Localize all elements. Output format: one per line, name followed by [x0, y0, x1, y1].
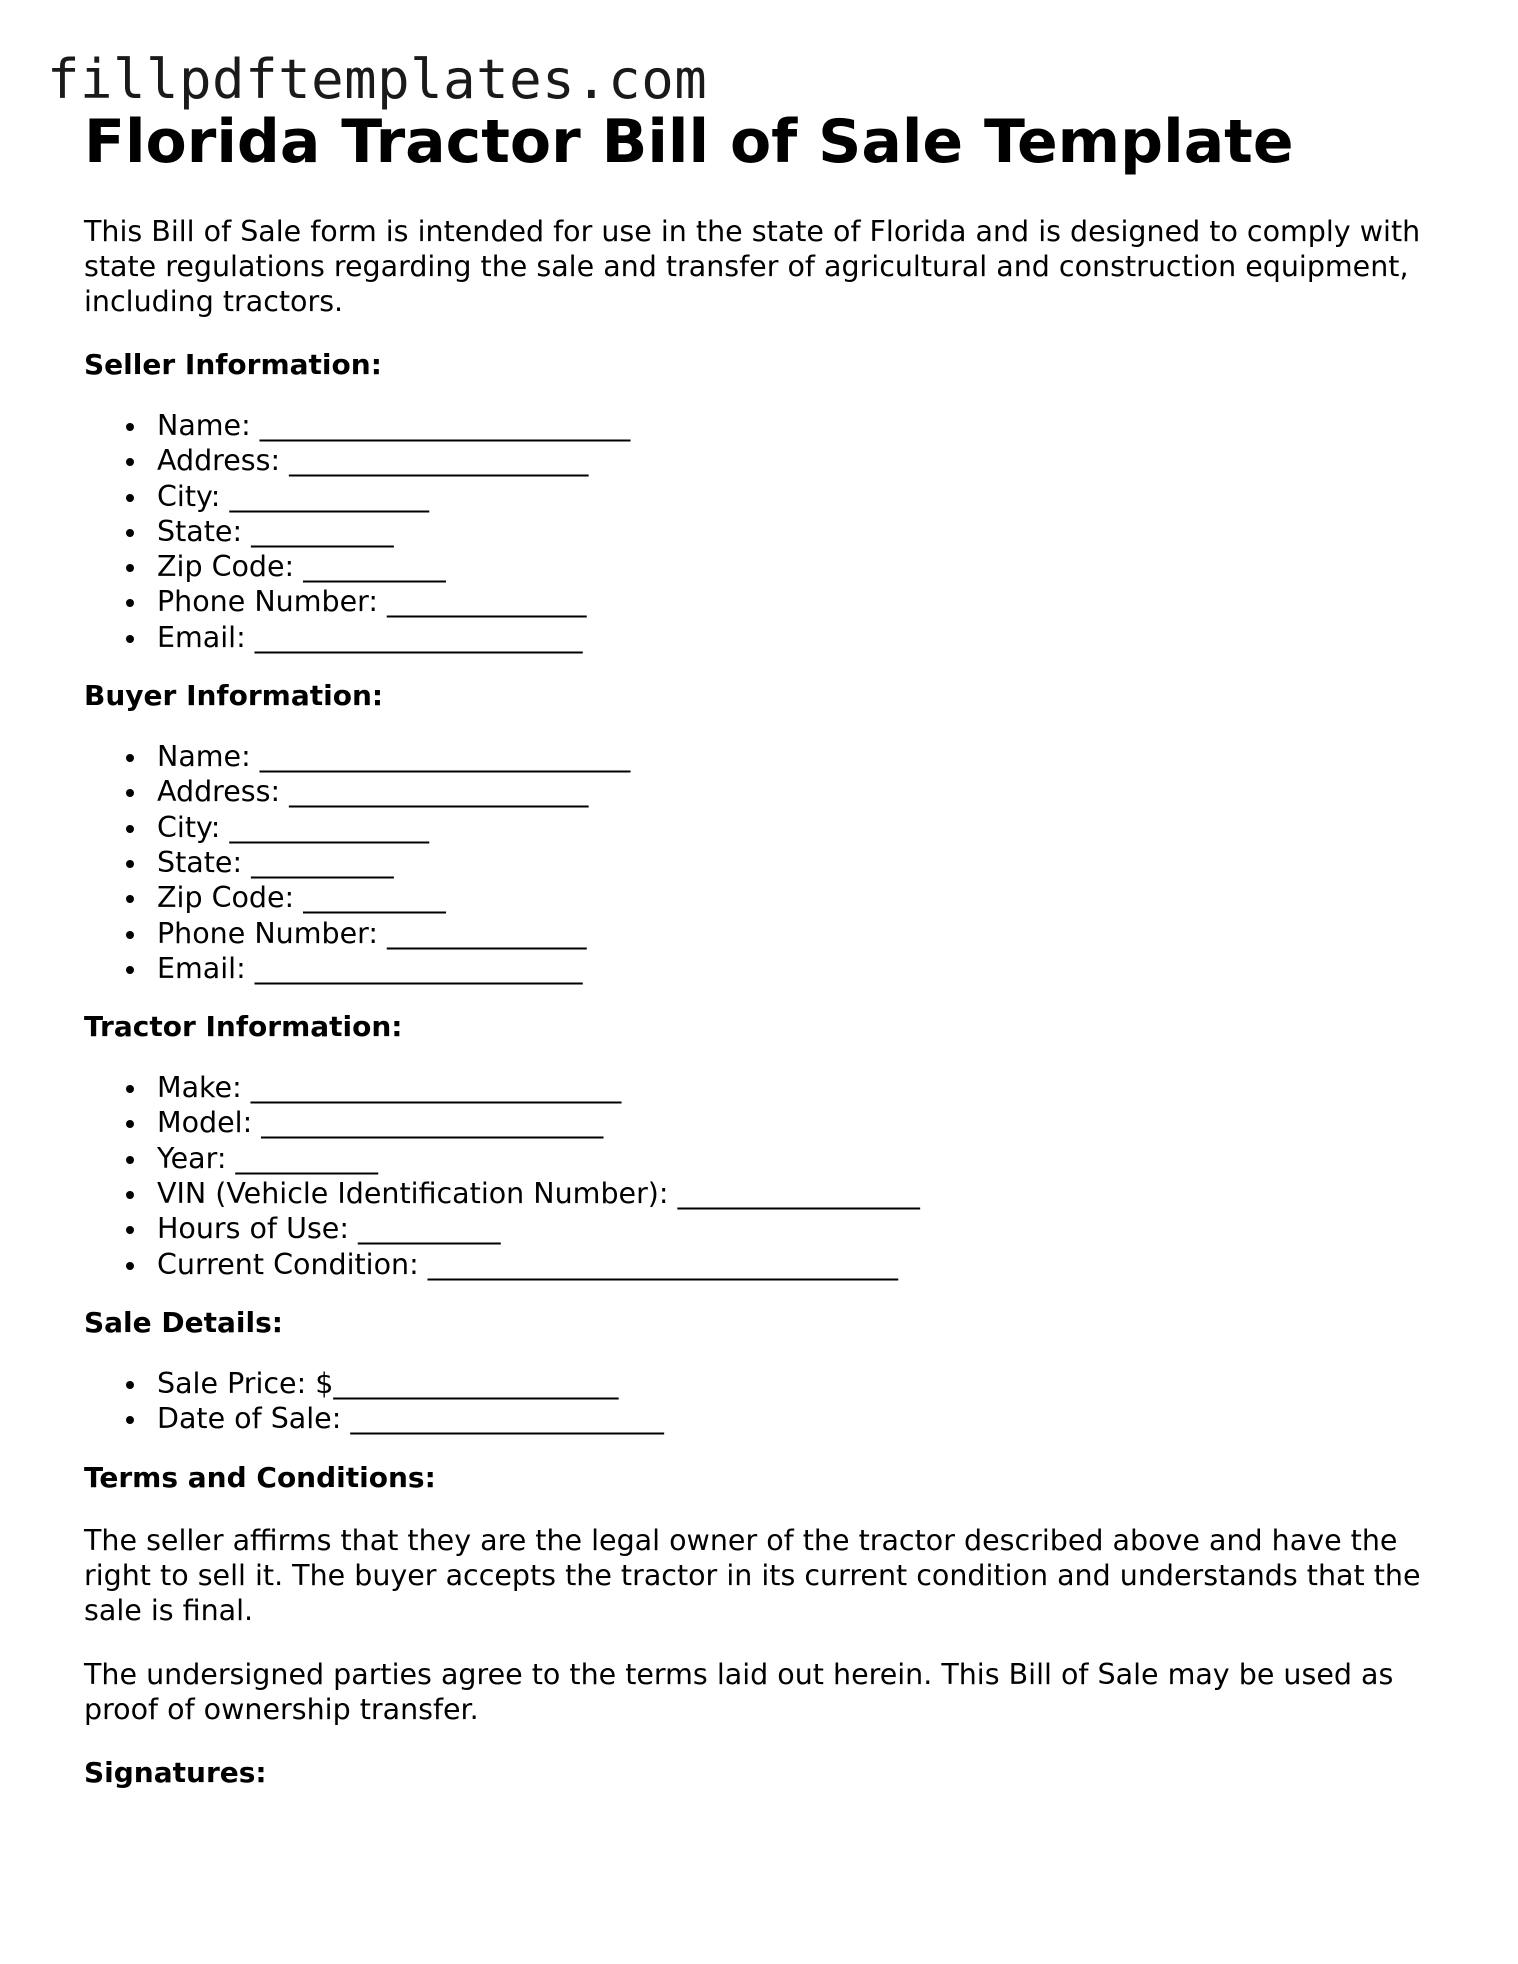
seller-list: [84, 408, 1444, 655]
terms-heading: Terms and Conditions:: [84, 1460, 436, 1494]
sale-date-field[interactable]: Date of Sale: ______________________: [84, 1401, 1444, 1436]
site-watermark: fillpdftemplates.com: [47, 48, 708, 111]
seller-heading: Seller Information:: [84, 348, 382, 381]
tractor-heading: Tractor Information:: [84, 1010, 403, 1044]
buyer-city-field[interactable]: City: ______________: [84, 810, 1444, 845]
seller-phone-field[interactable]: Phone Number: ______________: [84, 584, 1444, 619]
terms-paragraph-1: The seller affirms that they are the legal owner of the tractor described above and have the right to sell it. The buyer accepts the tractor in its current condition and understands that the sale is final.: [84, 1523, 1421, 1627]
buyer-name-field[interactable]: Name: __________________________: [84, 739, 1444, 774]
sale-heading: Sale Details:: [84, 1305, 283, 1339]
buyer-phone-field[interactable]: Phone Number: ______________: [84, 916, 1444, 951]
tractor-make-field[interactable]: Make: __________________________: [84, 1070, 1444, 1105]
buyer-list: [84, 739, 1444, 986]
signatures-heading: Signatures:: [84, 1755, 267, 1789]
tractor-condition-field[interactable]: Current Condition: _________________________________: [84, 1247, 1444, 1282]
tractor-model-field[interactable]: Model: ________________________: [84, 1105, 1444, 1140]
tractor-vin-field[interactable]: VIN (Vehicle Identification Number): _________________: [84, 1176, 1444, 1211]
seller-state-field[interactable]: State: __________: [84, 514, 1444, 549]
buyer-zip-field[interactable]: Zip Code: __________: [84, 880, 1444, 915]
seller-zip-field[interactable]: Zip Code: __________: [84, 549, 1444, 584]
buyer-state-field[interactable]: State: __________: [84, 845, 1444, 880]
buyer-heading: Buyer Information:: [84, 679, 384, 713]
document-body: [84, 106, 1444, 1791]
sale-price-field[interactable]: Sale Price: $____________________: [84, 1366, 1444, 1401]
seller-address-field[interactable]: Address: _____________________: [84, 443, 1444, 478]
seller-city-field[interactable]: City: ______________: [84, 479, 1444, 514]
buyer-email-field[interactable]: Email: _______________________: [84, 951, 1444, 986]
terms-paragraph-2: The undersigned parties agree to the terms laid out herein. This Bill of Sale may be used as proof of ownership transfer.: [84, 1657, 1394, 1726]
sale-list: [84, 1366, 1444, 1437]
page-title: Florida Tractor Bill of Sale Template: [84, 107, 1294, 177]
tractor-list: [84, 1070, 1444, 1282]
buyer-address-field[interactable]: Address: _____________________: [84, 774, 1444, 809]
seller-email-field[interactable]: Email: _______________________: [84, 620, 1444, 655]
tractor-hours-field[interactable]: Hours of Use: __________: [84, 1211, 1444, 1246]
intro-paragraph: This Bill of Sale form is intended for use in the state of Florida and is designed to comply with state regulations regarding the sale and transfer of agricultural and construction equipment, including tractors.: [84, 215, 1421, 318]
tractor-year-field[interactable]: Year: __________: [84, 1141, 1444, 1176]
seller-name-field[interactable]: Name: __________________________: [84, 408, 1444, 443]
